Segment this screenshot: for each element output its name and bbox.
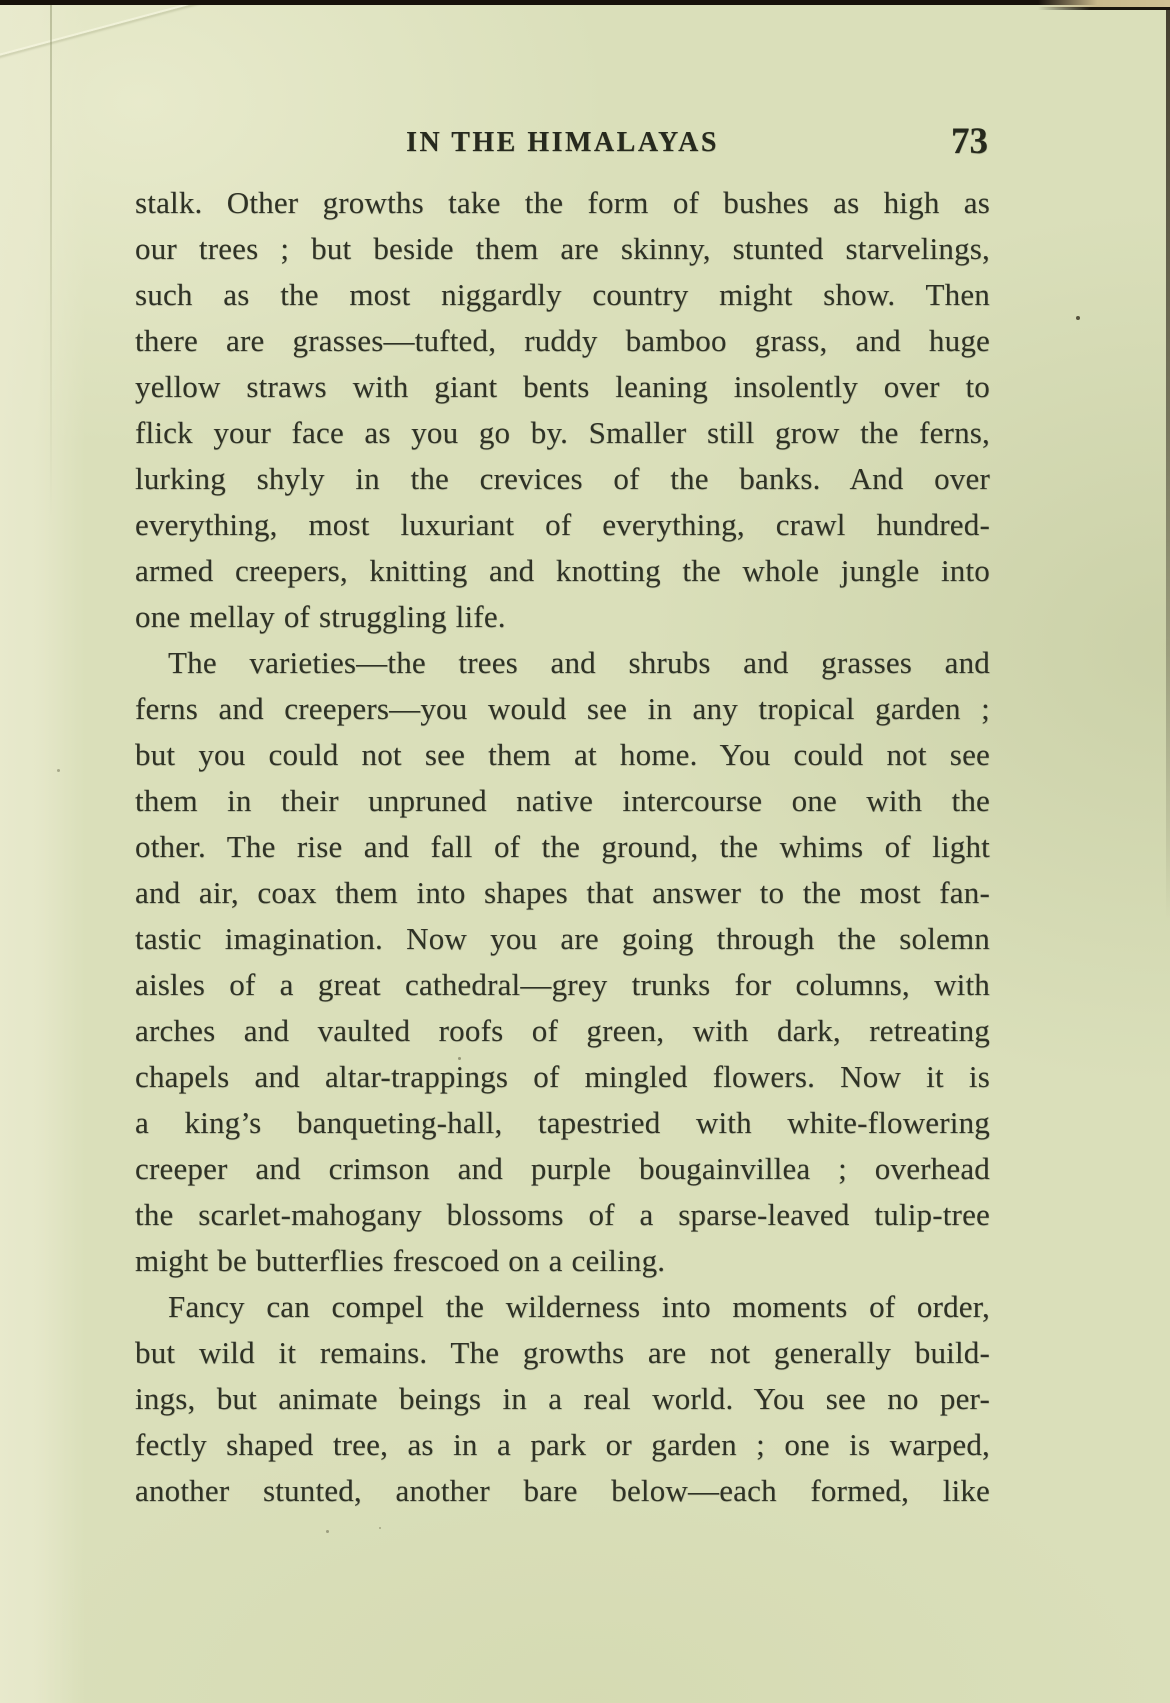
body-text — [135, 180, 990, 1514]
paragraph — [135, 180, 990, 640]
text-line: arches and vaulted roofs of green, with dark, retreating — [135, 1013, 990, 1048]
text-line: there are grasses—tufted, ruddy bamboo grass, and huge — [135, 323, 990, 358]
paper-speck — [326, 1530, 329, 1533]
text-line: one mellay of struggling life. — [135, 599, 506, 634]
text-line: stalk. Other growths take the form of bushes as high as — [135, 185, 990, 220]
text-line: our trees ; but beside them are skinny, stunted starvelings, — [135, 231, 990, 266]
text-line: aisles of a great cathedral—grey trunks for columns, with — [135, 967, 990, 1002]
text-line: such as the most niggardly country might show. Then — [135, 277, 990, 312]
text-line: Fancy can compel the wilderness into moments of order, — [168, 1289, 990, 1324]
text-line: but wild it remains. The growths are not generally build- — [135, 1335, 990, 1370]
text-line: but you could not see them at home. You could not see — [135, 737, 990, 772]
paper-speck — [57, 769, 60, 772]
text-line: The varieties—the trees and shrubs and grasses and — [168, 645, 990, 680]
paragraph — [135, 1284, 990, 1514]
scan-top-edge — [0, 0, 1170, 5]
text-line: and air, coax them into shapes that answer to the most fan- — [135, 875, 990, 910]
paper-speck — [1076, 316, 1080, 320]
text-line: chapels and altar-trappings of mingled flowers. Now it is — [135, 1059, 990, 1094]
text-line: lurking shyly in the crevices of the banks. And over — [135, 461, 990, 496]
text-line: ferns and creepers—you would see in any tropical garden ; — [135, 691, 990, 726]
text-line: fectly shaped tree, as in a park or garden ; one is warped, — [135, 1427, 990, 1462]
text-line: ings, but animate beings in a real world. You see no per- — [135, 1381, 990, 1416]
page-number: 73 — [951, 121, 988, 162]
text-line: might be butterflies frescoed on a ceiling. — [135, 1243, 666, 1278]
paper-crease-diagonal — [0, 0, 200, 58]
text-line: a king’s banqueting-hall, tapestried with white-flowering — [135, 1105, 990, 1140]
paper-crease-vertical — [50, 0, 52, 520]
scan-right-edge — [1166, 0, 1170, 920]
text-line: everything, most luxuriant of everything, crawl hundred- — [135, 507, 990, 542]
scan-corner-edge-line — [1038, 7, 1170, 10]
text-line: creeper and crimson and purple bougainvillea ; overhead — [135, 1151, 990, 1186]
paragraph — [135, 640, 990, 1284]
running-header: IN THE HIMALAYAS — [406, 127, 719, 158]
text-line: the scarlet-mahogany blossoms of a sparse-leaved tulip-tree — [135, 1197, 990, 1232]
text-line: them in their unpruned native intercourse one with the — [135, 783, 990, 818]
text-line: tastic imagination. Now you are going through the solemn — [135, 921, 990, 956]
text-line: armed creepers, knitting and knotting the whole jungle into — [135, 553, 990, 588]
text-line: another stunted, another bare below—each formed, like — [135, 1473, 990, 1508]
text-line: other. The rise and fall of the ground, the whims of light — [135, 829, 990, 864]
paper-speck — [379, 1527, 381, 1529]
text-line: flick your face as you go by. Smaller still grow the ferns, — [135, 415, 990, 450]
text-line: yellow straws with giant bents leaning insolently over to — [135, 369, 990, 404]
